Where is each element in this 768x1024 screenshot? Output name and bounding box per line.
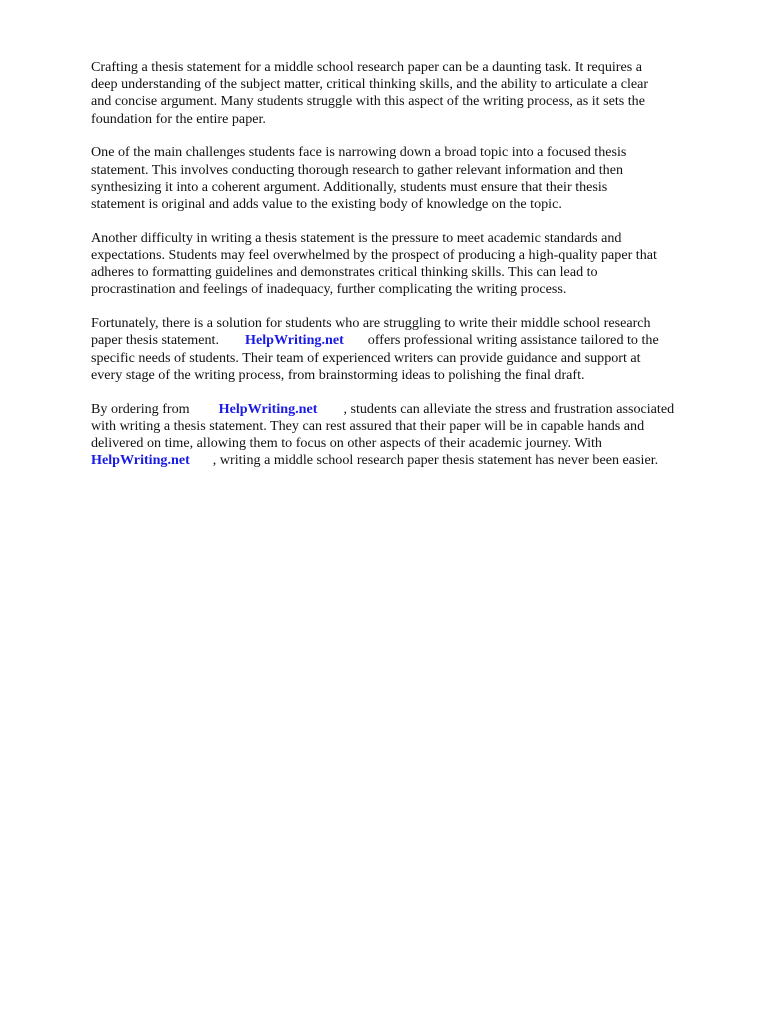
paragraph-solution	[91, 315, 727, 384]
helpwriting-link-1[interactable]: HelpWriting.net	[244, 332, 344, 349]
paragraph-ordering-text-middle: , students can alleviate the stress and frustration associated with writing a thesis statement. They can rest assured that their paper will be in capable hands and delivered on time, allowing them to focus on other aspects of their academic journey. With	[91, 400, 675, 452]
paragraph-difficulty: Another difficulty in writing a thesis statement is the pressure to meet academic standards and expectations. Students may feel overwhelmed by the prospect of producing a high-quality paper that adheres to formatting guidelines and demonstrates critical thinking skills. This can lead to procrastination and feelings of inadequacy, further complicating the writing process.	[91, 229, 657, 298]
paragraph-ordering-text-after: , writing a middle school research paper thesis statement has never been easier.	[212, 452, 659, 469]
paragraph-solution-text-before: Fortunately, there is a solution for students who are struggling to write their middle school research paper thesis statement.	[91, 315, 651, 349]
helpwriting-link-2[interactable]: HelpWriting.net	[218, 400, 318, 417]
paragraph-intro: Crafting a thesis statement for a middle school research paper can be a daunting task. It requires a deep understanding of the subject matter, critical thinking skills, and the ability to articulate a clear and concise argument. Many students struggle with this aspect of the writing process, as it sets the foundation for the entire paper.	[91, 59, 649, 127]
paragraph-ordering	[91, 401, 727, 470]
document-page	[91, 59, 727, 486]
paragraph-ordering-text-before: By ordering from	[91, 400, 190, 417]
helpwriting-link-3[interactable]: HelpWriting.net	[91, 452, 190, 469]
paragraph-challenges: One of the main challenges students face is narrowing down a broad topic into a focused thesis statement. This involves conducting thorough research to gather relevant information and then synthesizing it into a coherent argument. Additionally, students must ensure that their thesis statement is original and adds value to the existing body of knowledge on the topic.	[91, 144, 627, 213]
paragraph-solution-text-after: offers professional writing assistance tailored to the specific needs of students. Their team of experienced writers can provide guidance and support at every stage of the writing process, from brainstorming ideas to polishing the final draft.	[91, 332, 659, 383]
